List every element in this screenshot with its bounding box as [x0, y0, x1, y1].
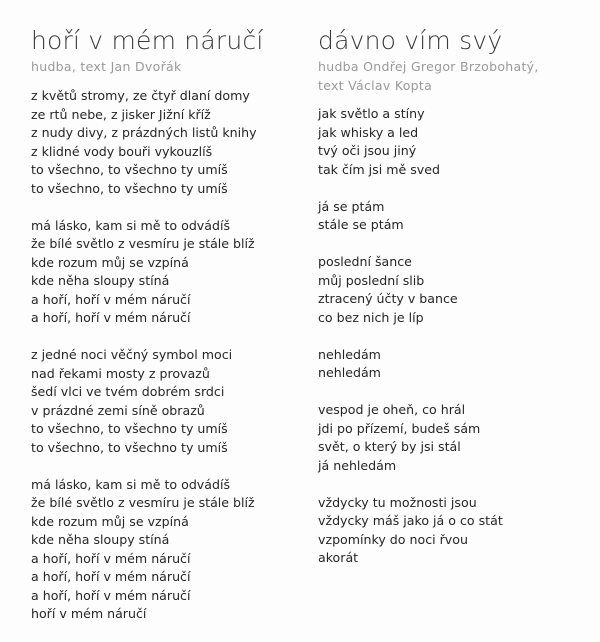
lyric-line: a hoří, hoří v mém náručí: [31, 569, 191, 584]
lyric-line: já se ptám: [318, 198, 385, 214]
right-credit-line: text Václav Kopta: [318, 78, 433, 93]
right-stanza-1: [318, 105, 588, 179]
lyric-line: nehledám: [318, 346, 381, 362]
left-stanza-1: [31, 87, 301, 198]
lyric-line: z květů stromy, ze čtyř dlaní domy: [31, 88, 250, 103]
lyric-line: a hoří, hoří v mém náručí: [31, 291, 191, 307]
right-stanza-2: [318, 198, 588, 235]
lyric-line: to všechno, to všechno ty umíš: [31, 162, 228, 177]
lyric-line: tak čím jsi mě sved: [318, 161, 440, 177]
lyric-line: to všechno, to všechno ty umíš: [31, 439, 228, 455]
lyric-line: vždycky máš jako já o co stát: [318, 513, 503, 528]
lyric-line: jdi po přízemí, budeš sám: [318, 420, 481, 436]
lyric-line: kde něha sloupy stíná: [31, 532, 170, 547]
lyric-line: a hoří, hoří v mém náručí: [31, 310, 191, 325]
lyric-line: z klidné vody bouři vykouzlíš: [31, 143, 213, 159]
lyric-line: tvý oči jsou jiný: [318, 143, 417, 158]
right-song-credits: [318, 57, 588, 95]
lyric-line: kde rozum můj se vzpíná: [31, 513, 189, 529]
right-song-title: dávno vím svý: [318, 26, 503, 55]
lyric-line: jak whisky a led: [318, 124, 419, 140]
lyric-line: v prázdné zemi síně obrazů: [31, 402, 205, 418]
right-lyrics: [318, 105, 588, 568]
lyric-line: má lásko, kam si mě to odvádíš: [31, 217, 231, 233]
lyric-line: nehledám: [318, 365, 381, 380]
lyric-line: hoří v mém náručí: [31, 606, 147, 621]
lyric-line: ztracený účty v bance: [318, 291, 458, 306]
lyric-line: svět, o který by jsi stál: [318, 439, 461, 454]
lyric-line: poslední šance: [318, 254, 412, 269]
lyric-line: že bílé světlo z vesmíru je stále blíž: [31, 236, 255, 251]
lyric-line: můj poslední slib: [318, 272, 425, 288]
lyric-line: a hoří, hoří v mém náručí: [31, 587, 191, 603]
left-lyrics: [31, 87, 301, 624]
lyric-line: vespod je oheň, co hrál: [318, 402, 466, 417]
left-stanza-4: [31, 476, 301, 624]
lyric-line: ze rtů nebe, z jisker Jižní kříž: [31, 106, 211, 122]
lyric-line: já nehledám: [318, 457, 397, 473]
lyric-line: že bílé světlo z vesmíru je stále blíž: [31, 495, 255, 510]
right-stanza-3: [318, 253, 588, 327]
right-song-column: [318, 26, 588, 586]
lyric-line: stále se ptám: [318, 217, 404, 232]
right-stanza-5: [318, 401, 588, 475]
lyric-line: co bez nich je líp: [318, 309, 424, 325]
lyric-line: nad řekami mosty z provazů: [31, 365, 210, 381]
lyric-line: kde rozum můj se vzpíná: [31, 254, 189, 270]
lyric-line: akorát: [318, 550, 359, 565]
right-stanza-4: [318, 346, 588, 383]
left-credit-line: hudba, text Jan Dvořák: [31, 59, 182, 74]
lyric-line: vždycky tu možnosti jsou: [318, 494, 477, 510]
lyric-line: z nudy divy, z prázdných listů knihy: [31, 125, 257, 140]
lyric-line: kde něha sloupy stíná: [31, 273, 170, 288]
lyric-line: vzpomínky do noci řvou: [318, 531, 468, 547]
left-song-credits: [31, 57, 301, 76]
lyric-line: jak světlo a stíny: [318, 106, 425, 121]
right-credit-line: hudba Ondřej Gregor Brzobohatý,: [318, 59, 539, 74]
left-song-title: hoří v mém náručí: [31, 26, 264, 55]
right-stanza-6: [318, 494, 588, 568]
lyric-line: to všechno, to všechno ty umíš: [31, 180, 228, 196]
lyric-line: z jedné noci věčný symbol moci: [31, 347, 233, 362]
lyric-line: má lásko, kam si mě to odvádíš: [31, 476, 231, 492]
left-stanza-3: [31, 346, 301, 457]
lyric-line: to všechno, to všechno ty umíš: [31, 421, 228, 436]
left-stanza-2: [31, 217, 301, 328]
lyric-line: a hoří, hoří v mém náručí: [31, 550, 191, 566]
left-song-column: [31, 26, 301, 642]
lyric-line: šedí vlci ve tvém dobrém srdci: [31, 384, 225, 399]
